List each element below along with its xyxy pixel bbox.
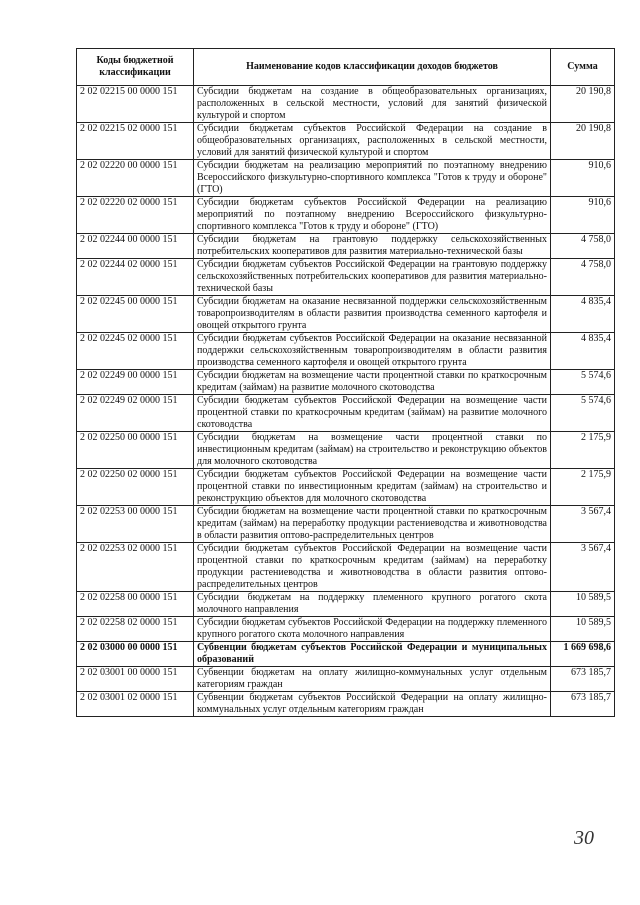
table-row bbox=[77, 86, 615, 123]
table-row bbox=[77, 432, 615, 469]
row-amount: 20 190,8 bbox=[551, 86, 615, 123]
row-name: Субсидии бюджетам субъектов Российской Федерации на возмещение части процентной ставки по краткосрочным кредитам (займам) на переработку продукции растениеводства и животноводства в области развития оптово-распределительных центров bbox=[194, 543, 551, 592]
row-name: Субсидии бюджетам субъектов Российской Федерации на оказание несвязанной поддержки сельскохозяйственным товаропроизводителям в области развития производства семенного картофеля и овощей открытого грунта bbox=[194, 333, 551, 370]
row-name: Субсидии бюджетам на создание в общеобразовательных организациях, расположенных в сельской местности, условий для занятий физической культурой и спортом bbox=[194, 86, 551, 123]
table-row bbox=[77, 370, 615, 395]
header-amount: Сумма bbox=[551, 49, 615, 86]
row-amount: 2 175,9 bbox=[551, 432, 615, 469]
row-amount: 5 574,6 bbox=[551, 370, 615, 395]
page-number: 30 bbox=[574, 827, 594, 849]
row-code: 2 02 03001 02 0000 151 bbox=[77, 692, 194, 717]
table-row bbox=[77, 667, 615, 692]
row-code: 2 02 02245 00 0000 151 bbox=[77, 296, 194, 333]
row-code: 2 02 02249 02 0000 151 bbox=[77, 395, 194, 432]
row-name: Субвенции бюджетам субъектов Российской Федерации на оплату жилищно-коммунальных услуг отдельным категориям граждан bbox=[194, 692, 551, 717]
row-code: 2 02 02215 02 0000 151 bbox=[77, 123, 194, 160]
row-name: Субсидии бюджетам субъектов Российской Федерации на возмещение части процентной ставки по инвестиционным кредитам (займам) на строительство и реконструкцию объектов для молочного скотоводства bbox=[194, 469, 551, 506]
row-code: 2 02 02215 00 0000 151 bbox=[77, 86, 194, 123]
table-row bbox=[77, 543, 615, 592]
table-row bbox=[77, 506, 615, 543]
header-code: Коды бюджетной классификации bbox=[77, 49, 194, 86]
row-name: Субсидии бюджетам на грантовую поддержку сельскохозяйственных потребительских кооперативов для развития материально-технической базы bbox=[194, 234, 551, 259]
row-code: 2 02 02249 00 0000 151 bbox=[77, 370, 194, 395]
row-name: Субсидии бюджетам на возмещение части процентной ставки по краткосрочным кредитам (займам) на переработку продукции растениеводства и животноводства в области развития оптово-распределительных центров bbox=[194, 506, 551, 543]
row-code: 2 02 02220 00 0000 151 bbox=[77, 160, 194, 197]
row-code: 2 02 02250 02 0000 151 bbox=[77, 469, 194, 506]
row-name: Субсидии бюджетам на возмещение части процентной ставки по инвестиционным кредитам (займам) на строительство и реконструкцию объектов для молочного скотоводства bbox=[194, 432, 551, 469]
row-name: Субвенции бюджетам на оплату жилищно-коммунальных услуг отдельным категориям граждан bbox=[194, 667, 551, 692]
row-code: 2 02 02253 02 0000 151 bbox=[77, 543, 194, 592]
table-row bbox=[77, 333, 615, 370]
row-amount: 3 567,4 bbox=[551, 543, 615, 592]
header-name: Наименование кодов классификации доходов бюджетов bbox=[194, 49, 551, 86]
row-name: Субсидии бюджетам субъектов Российской Федерации на грантовую поддержку сельскохозяйственных потребительских кооперативов для развития материально-технической базы bbox=[194, 259, 551, 296]
budget-revenue-table bbox=[76, 48, 615, 717]
row-amount: 910,6 bbox=[551, 160, 615, 197]
row-amount: 5 574,6 bbox=[551, 395, 615, 432]
row-name: Субсидии бюджетам на реализацию мероприятий по поэтапному внедрению Всероссийского физкультурно-спортивного комплекса "Готов к труду и обороне" (ГТО) bbox=[194, 160, 551, 197]
row-amount: 673 185,7 bbox=[551, 667, 615, 692]
table-row bbox=[77, 234, 615, 259]
row-name: Субсидии бюджетам на возмещение части процентной ставки по краткосрочным кредитам (займам) на развитие молочного скотоводства bbox=[194, 370, 551, 395]
table-row bbox=[77, 197, 615, 234]
row-code: 2 02 02250 00 0000 151 bbox=[77, 432, 194, 469]
row-code: 2 02 02253 00 0000 151 bbox=[77, 506, 194, 543]
row-name: Субсидии бюджетам субъектов Российской Федерации на возмещение части процентной ставки по краткосрочным кредитам (займам) на развитие молочного скотоводства bbox=[194, 395, 551, 432]
row-amount: 10 589,5 bbox=[551, 617, 615, 642]
table-row bbox=[77, 296, 615, 333]
table-header-row bbox=[77, 49, 615, 86]
row-amount: 673 185,7 bbox=[551, 692, 615, 717]
row-code: 2 02 03000 00 0000 151 bbox=[77, 642, 194, 667]
row-code: 2 02 02220 02 0000 151 bbox=[77, 197, 194, 234]
row-name: Субсидии бюджетам субъектов Российской Федерации на поддержку племенного крупного рогатого скота молочного направления bbox=[194, 617, 551, 642]
row-amount: 4 835,4 bbox=[551, 296, 615, 333]
row-code: 2 02 02245 02 0000 151 bbox=[77, 333, 194, 370]
table-row bbox=[77, 592, 615, 617]
row-amount: 20 190,8 bbox=[551, 123, 615, 160]
table-row bbox=[77, 617, 615, 642]
row-name: Субсидии бюджетам субъектов Российской Федерации на реализацию мероприятий по поэтапному внедрению Всероссийского физкультурно-спортивного комплекса "Готов к труду и обороне" (ГТО) bbox=[194, 197, 551, 234]
row-code: 2 02 02258 02 0000 151 bbox=[77, 617, 194, 642]
table-row bbox=[77, 259, 615, 296]
row-name: Субвенции бюджетам субъектов Российской Федерации и муниципальных образований bbox=[194, 642, 551, 667]
row-amount: 4 758,0 bbox=[551, 234, 615, 259]
row-name: Субсидии бюджетам на поддержку племенного крупного рогатого скота молочного направления bbox=[194, 592, 551, 617]
row-name: Субсидии бюджетам субъектов Российской Федерации на создание в общеобразовательных организациях, расположенных в сельской местности, условий для занятий физической культурой и спортом bbox=[194, 123, 551, 160]
row-amount: 4 758,0 bbox=[551, 259, 615, 296]
row-code: 2 02 03001 00 0000 151 bbox=[77, 667, 194, 692]
row-code: 2 02 02258 00 0000 151 bbox=[77, 592, 194, 617]
table-row bbox=[77, 123, 615, 160]
row-code: 2 02 02244 02 0000 151 bbox=[77, 259, 194, 296]
row-amount: 3 567,4 bbox=[551, 506, 615, 543]
row-amount: 910,6 bbox=[551, 197, 615, 234]
table-row bbox=[77, 692, 615, 717]
row-amount: 10 589,5 bbox=[551, 592, 615, 617]
table-body bbox=[77, 86, 615, 717]
table-row bbox=[77, 642, 615, 667]
table-row bbox=[77, 469, 615, 506]
row-amount: 2 175,9 bbox=[551, 469, 615, 506]
table-row bbox=[77, 160, 615, 197]
row-amount: 4 835,4 bbox=[551, 333, 615, 370]
table-row bbox=[77, 395, 615, 432]
row-name: Субсидии бюджетам на оказание несвязанной поддержки сельскохозяйственным товаропроизводителям в области развития производства семенного картофеля и овощей открытого грунта bbox=[194, 296, 551, 333]
row-code: 2 02 02244 00 0000 151 bbox=[77, 234, 194, 259]
row-amount: 1 669 698,6 bbox=[551, 642, 615, 667]
